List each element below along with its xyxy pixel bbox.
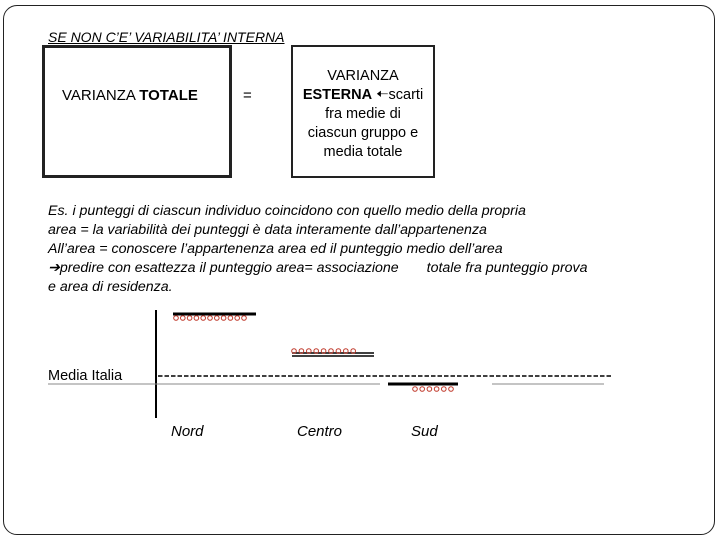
example-line-1: Es. i punteggi di ciascun individuo coincidono con quello medio della propria [48,203,526,219]
data-marker [201,316,206,321]
data-marker [242,316,247,321]
external-variance-bold: ESTERNA [302,87,373,103]
data-marker [449,387,454,392]
data-marker [442,387,447,392]
group-label-centro: Centro [297,423,343,440]
data-markers-nord [174,316,247,321]
slide-title: SE NON C’E’ VARIABILITA’ INTERNA [48,29,285,45]
example-line-4a: predire con esattezza il punteggio area= associazione [59,260,399,276]
equals-sign: = [243,87,252,104]
example-line-3: All’area = conoscere l’appartenenza area ed il punteggio medio dell’area [48,241,503,257]
data-marker [420,387,425,392]
group-label-sud: Sud [411,423,438,440]
data-marker [181,316,186,321]
left-arrow-icon: 🠠 [376,87,389,103]
external-variance-line1: VARIANZA [327,68,399,84]
example-line-5: e area di residenza. [48,279,173,295]
data-marker [228,316,233,321]
example-line-2: area = la variabilità dei punteggi è data interamente dall’appartenenza [48,222,487,238]
data-marker [215,316,220,321]
group-label-nord: Nord [171,423,204,440]
data-markers-sud [413,387,454,392]
external-variance-after-arrow: scarti [388,87,424,103]
data-marker [194,316,199,321]
total-variance-label-prefix: VARIANZA [62,87,140,104]
data-marker [427,387,432,392]
data-marker [434,387,439,392]
data-marker [187,316,192,321]
external-variance-line4: ciascun gruppo e [307,125,419,141]
right-arrow-icon: ➔ [48,260,60,276]
external-variance-line3: fra medie di [325,106,401,122]
example-line-4b: totale fra punteggio prova [426,260,588,276]
external-variance-line5: media totale [323,144,403,160]
data-marker [235,316,240,321]
overall-mean-label: Media Italia [48,368,123,384]
total-variance-label-bold: TOTALE [139,87,198,104]
data-marker [221,316,226,321]
data-marker [208,316,213,321]
data-marker [174,316,179,321]
data-marker [413,387,418,392]
